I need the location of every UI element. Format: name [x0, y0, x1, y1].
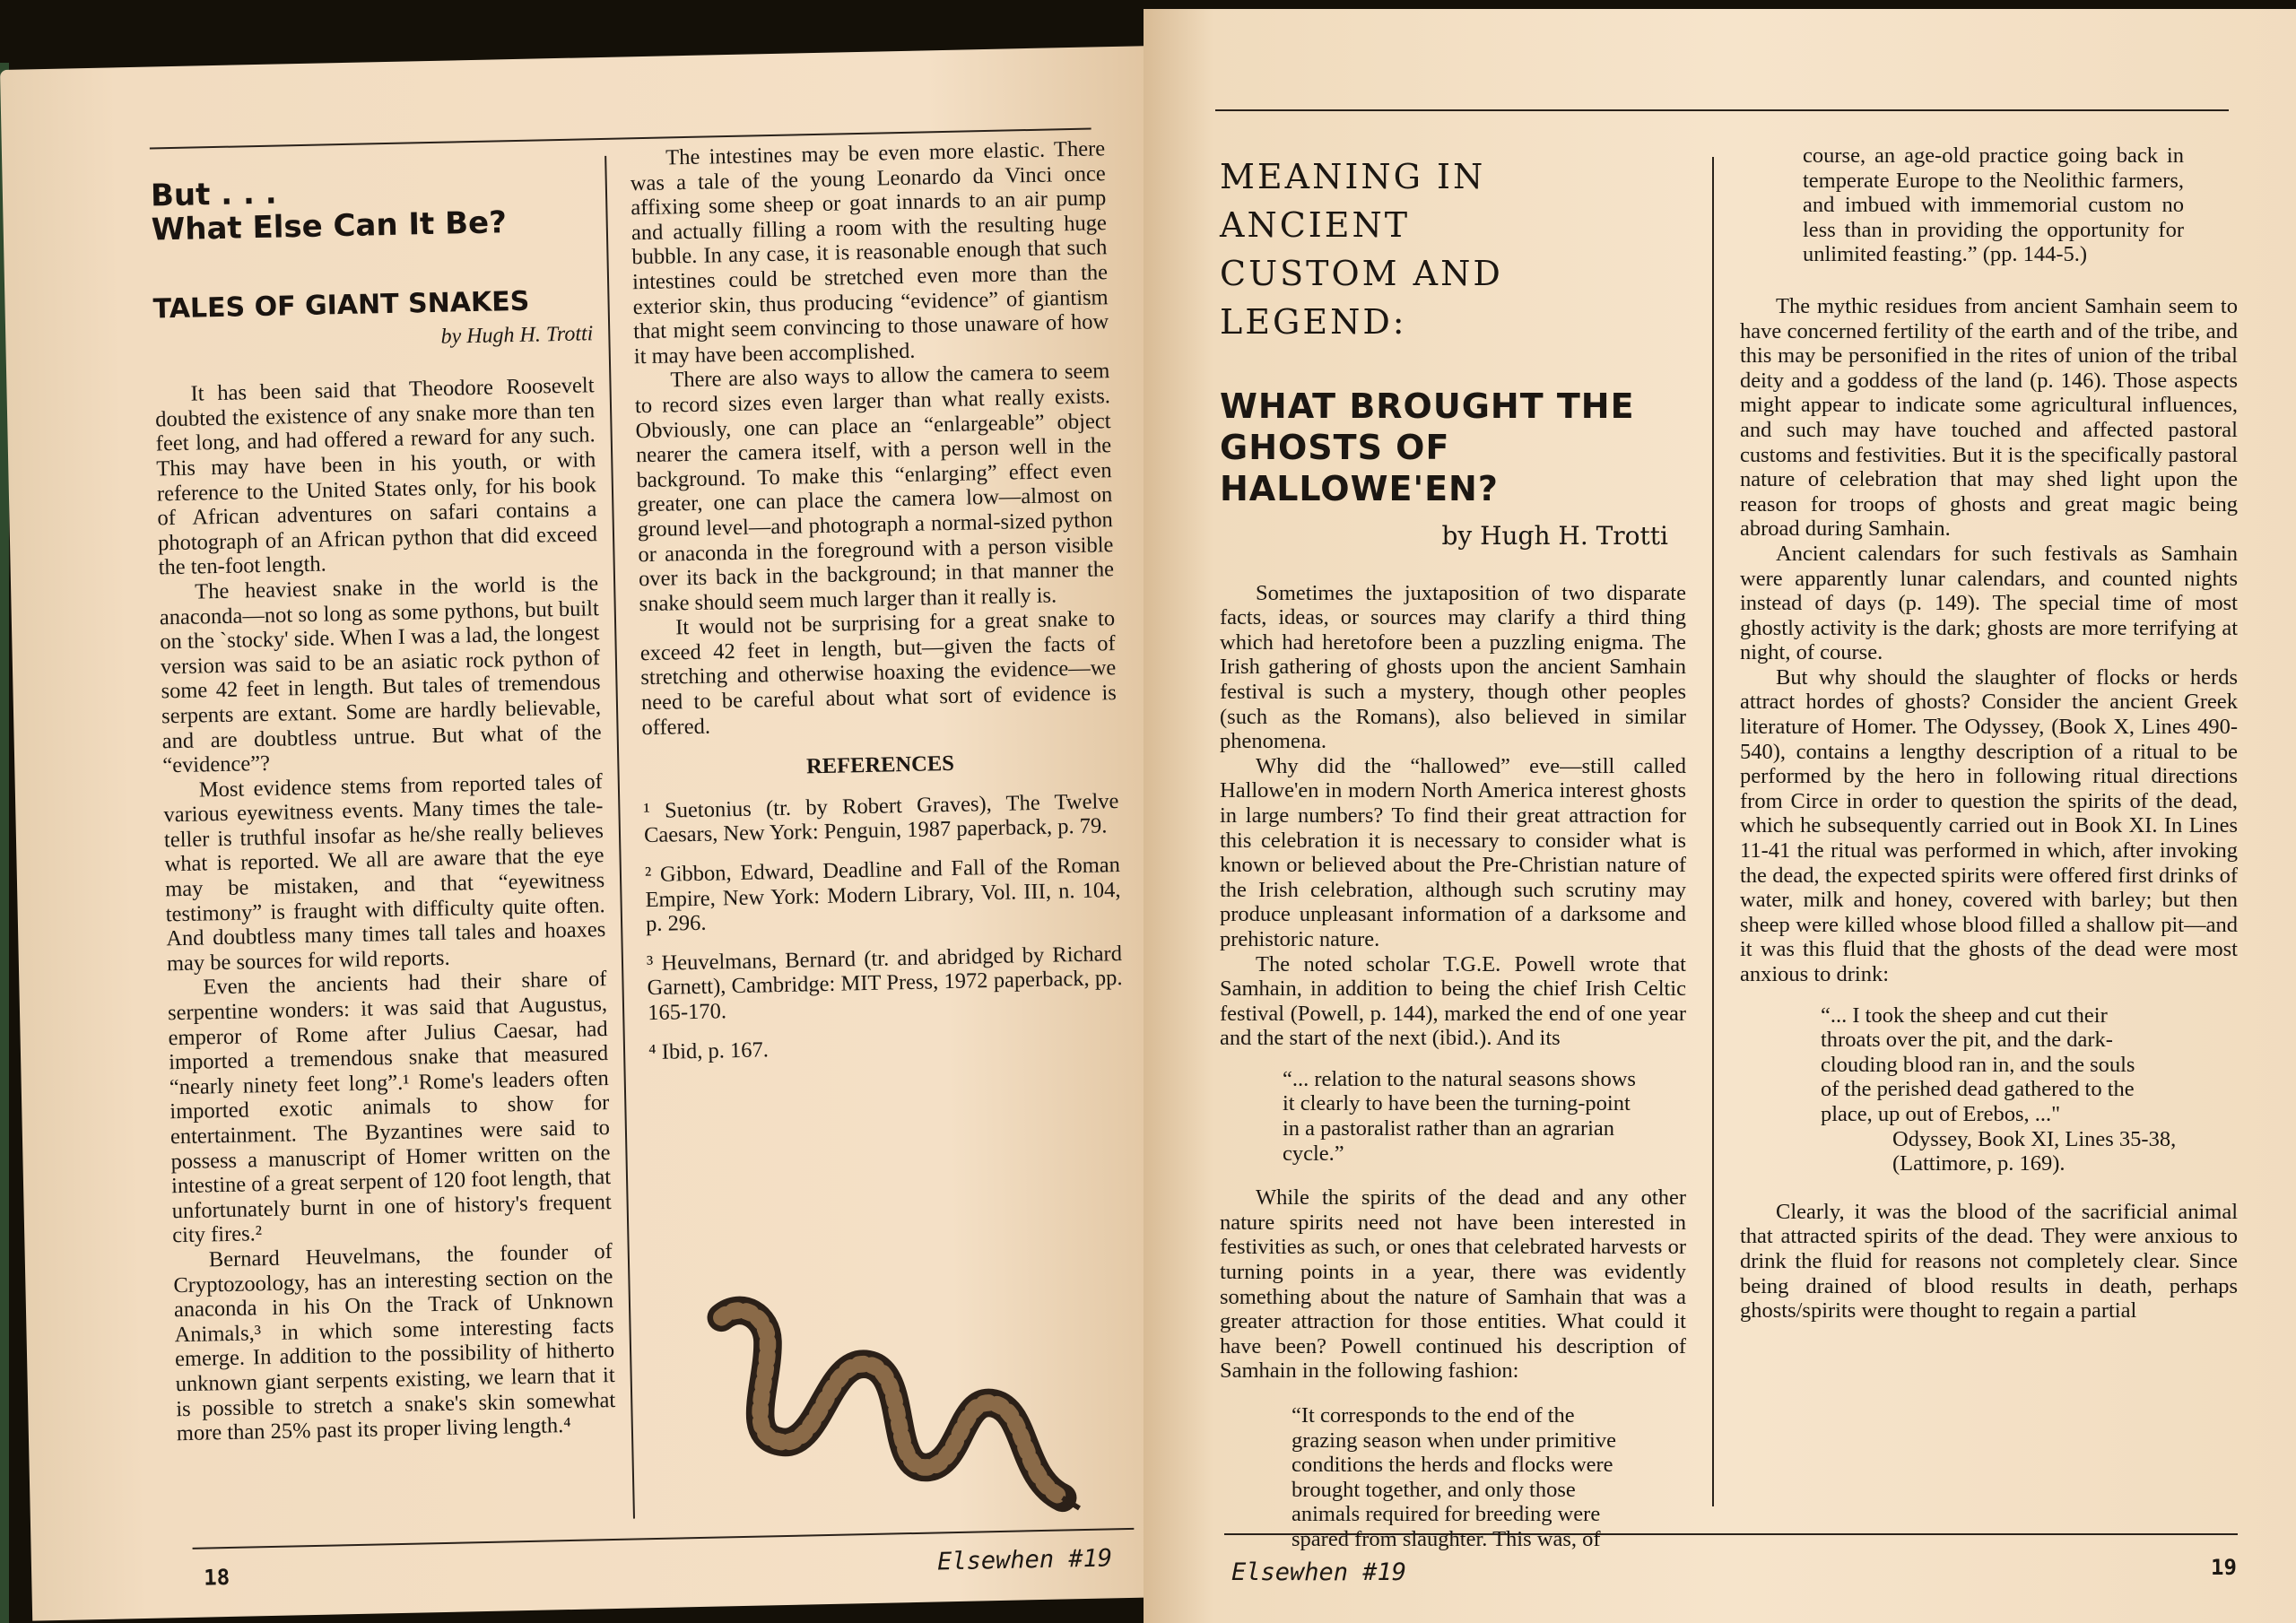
kicker	[151, 169, 591, 247]
top-rule	[1215, 109, 2229, 111]
page-number: 18	[203, 1565, 230, 1591]
paragraph: It has been said that Theodore Roosevelt doubted the existence of any snake more than ten feet long, and had offered a reward for any such. This may have been in his youth, or with reference to the United States only, for his book of African adventures on safari contains a photograph of an African python that did exceed the ten-foot length.	[154, 373, 598, 580]
block-quote: “... relation to the natural seasons shows it clearly to have been the turning-point in a pastoralist rather than an agrarian cycle.”	[1283, 1066, 1636, 1166]
series-title-line-2: CUSTOM AND LEGEND:	[1220, 254, 1503, 342]
paragraph: The heaviest snake in the world is the anaconda—not so long as some pythons, but built on the `stocky' side. When I was a lad, the longest version was said to be an asiatic rock python of some 42 feet in length. But tales of tremendous serpents are extant. Some are hardly believable, and are doubtless untrue. But what of the “evidence”?	[159, 571, 602, 778]
series-title	[1220, 152, 1686, 346]
article-title: TALES OF GIANT SNAKES	[152, 285, 530, 325]
paragraph: While the spirits of the dead and any other nature spirits need not have been interested in festivities as such, or ones that celebrated harvests or turning points in a year, there was evidently something about the nature of Samhain that was a greater attraction for those entities. What could it have been? Powell continued his description of Samhain in the following fashion:	[1220, 1185, 1686, 1384]
paragraph: The intestines may be even more elastic. There was a tale of the young Leonardo da Vinci once affixing some sheep or goat innards to an air pump and actually filling a room with the resulting huge bubble. In any case, it is reasonable enough that such intestines could be stretched even more than the exterior skin, thus producing “evidence” of giantism that might seem convincing to those unaware of how it may have been accomplished.	[630, 136, 1109, 369]
article-title: WHAT BROUGHT THE GHOSTS OF HALLOWE'EN?	[1220, 386, 1635, 508]
series-title-line-1: MEANING IN ANCIENT	[1220, 157, 1486, 245]
left-column-1	[151, 169, 616, 1446]
right-column-1	[1220, 152, 1686, 1552]
paragraph: There are also ways to allow the camera to seem to record sizes even larger than what really exists. Obviously, one can place an “enlargeable” object nearer the camera itself, with a person well in the background. To make this “enlarging” effect even greater, one can place the camera low—almost on ground level—and photograph a normal-sized python or anaconda in the foreground with a person visible over its back in the background; in that manner the snake should seem much larger than it really is.	[634, 359, 1115, 616]
right-column-2	[1740, 143, 2238, 1324]
footer-title: Elsewhen #19	[1231, 1558, 1407, 1586]
paragraph: Ancient calendars for such festivals as Samhain were apparently lunar calendars, and counted nights instead of days (p. 149). The special time of most ghostly activity is the dark; ghosts are more terrifying at night, of course.	[1740, 541, 2238, 665]
citation-line-2: (Lattimore, p. 169).	[1892, 1151, 2066, 1176]
left-page	[0, 46, 1189, 1621]
block-quote: “It corresponds to the end of the grazing season when under primitive conditions the herds and flocks were brought together, and only those animals required for breeding were spared from slaughter. This was, of	[1292, 1403, 1616, 1551]
column-divider	[1712, 157, 1714, 1506]
paragraph: The noted scholar T.G.E. Powell wrote that Samhain, in addition to being the chief Irish Celtic festival (Powell, p. 144), marked the end of one year and the start of the next (ibid.). And its	[1220, 951, 1686, 1051]
kicker-line-2: What Else Can It Be?	[151, 204, 508, 248]
paragraph: It would not be surprising for a great snake to exceed 42 feet in length, but—given the facts of stretching and otherwise hoaxing the evidence—we need to be careful about what sort of evidence is offered.	[639, 606, 1118, 740]
snake-illustration	[694, 1285, 1102, 1526]
paragraph: Most evidence stems from reported tales of various eyewitness events. Many times the tale-teller is truthful insofar as he/she really believes what is reported. We all are aware that the eye may be mistaken, and that “eyewitness testimony” is fraught with difficulty quite often. And doubtless many times tall tales and hoaxes may be sources for wild reports.	[163, 768, 606, 976]
paragraph: The mythic residues from ancient Samhain seem to have concerned fertility of the earth and of the tribe, and this may be personified in the rites of union of the tribal deity and a goddess of the land (p. 146). Those aspects might appear to indicate some agricultural influences, and such may have touched and affected pastoral customs and festivities. But it is the specifically pastoral nature of celebration that may shed light upon the reason for troops of ghosts and great magic being abroad during Samhain.	[1740, 293, 2238, 542]
byline: by Hugh H. Trotti	[1441, 521, 1668, 551]
references-heading: REFERENCES	[805, 751, 955, 779]
reference-item: ⁴ Ibid, p. 167.	[648, 1037, 770, 1064]
paragraph: Bernard Heuvelmans, the founder of Cryptozoology, has an interesting section on the anaconda in his On the Track of Unknown Animals,³ in which some interesting facts emerge. In addition to the possibility of hitherto unknown giant serpents existing, we learn that it is possible to stretch a snake's skin somewhat more than 25% past its proper living length.⁴	[173, 1238, 616, 1446]
byline: by Hugh H. Trotti	[440, 321, 594, 349]
paragraph: Sometimes the juxtaposition of two disparate facts, ideas, or sources may clarify a third thing which had heretofore been a puzzling enigma. The Irish gathering of ghosts upon the ancient Samhain festival is such a mystery, though other peoples (such as the Romans), also believed in similar phenomena.	[1220, 580, 1686, 754]
paragraph: Why did the “hallowed” eve—still called Hallowe'en in modern North America interest ghosts in large numbers? To find their great attraction for this celebration it is necessary to consider what is known or believed about the Pre-Christian nature of the Irish celebration, although such scrutiny may produce unpleasant information of a darksome and prehistoric nature.	[1220, 753, 1686, 951]
right-page	[1144, 9, 2296, 1623]
quote-citation	[1892, 1127, 2202, 1176]
kicker-line-1: But . . .	[150, 175, 278, 214]
paragraph: Clearly, it was the blood of the sacrificial animal that attracted spirits of the dead. They were anxious to drink the fluid for reasons not completely clear. Since being drained of blood results in death, perhaps ghosts/spirits were thought to regain a partial	[1740, 1199, 2238, 1324]
reference-item: ³ Heuvelmans, Bernard (tr. and abridged by Richard Garnett), Cambridge: MIT Press, 1972 paperback, pp. 165-170.	[646, 941, 1123, 1026]
paragraph: Even the ancients had their share of serpentine wonders: it was said that Augustus, emperor of Rome after Julius Caesar, had imported a tremendous snake that measured “nearly ninety feet long”.¹ Rome's leaders often imported exotic animals to show for entertainment. The Byzantines were said to possess a manuscript of Homer written on the intestine of a great serpent of 120 foot length, that unfortunately burnt in one of history's frequent city fires.²	[167, 967, 612, 1248]
page-number: 19	[2211, 1555, 2237, 1580]
paragraph: But why should the slaughter of flocks or herds attract hordes of ghosts? Consider the ancient Greek literature of Homer. The Odyssey, (Book X, Lines 490-540), contains a lengthy description of a ritual to be performed by the hero in following ritual directions from Circe in order to question the spirits of the dead, which he subsequently carried out in Book XI. In Lines 11-41 the ritual was performed in which, after invoking the dead, the expected spirits were offered first drinks of water, milk and honey, covered with barley; but then sheep were killed whose blood filled a shallow pit—and it was this fluid that the ghosts of the dead were most anxious to drink:	[1740, 664, 2238, 986]
citation-line-1: Odyssey, Book XI, Lines 35-38,	[1892, 1126, 2177, 1151]
block-quote: course, an age-old practice going back in temperate Europe to the Neolithic farmers, and imbued with immemorial custom no less than in providing the opportunity for unlimited feasting.” (pp. 144-5.)	[1803, 143, 2184, 267]
block-quote: “... I took the sheep and cut their throats over the pit, and the dark-clouding blood ran in, and the souls of the perished dead gathered to the place, up out of Erebos, ..."	[1821, 1002, 2135, 1126]
reference-item: ² Gibbon, Edward, Deadline and Fall of the Roman Empire, New York: Modern Library, Vol. III, n. 104, p. 296.	[644, 853, 1121, 937]
reference-item: ¹ Suetonius (tr. by Robert Graves), The Twelve Caesars, New York: Penguin, 1987 paperback, p. 79.	[643, 788, 1119, 848]
left-column-2	[630, 136, 1125, 1079]
footer-title: Elsewhen #19	[936, 1544, 1113, 1576]
